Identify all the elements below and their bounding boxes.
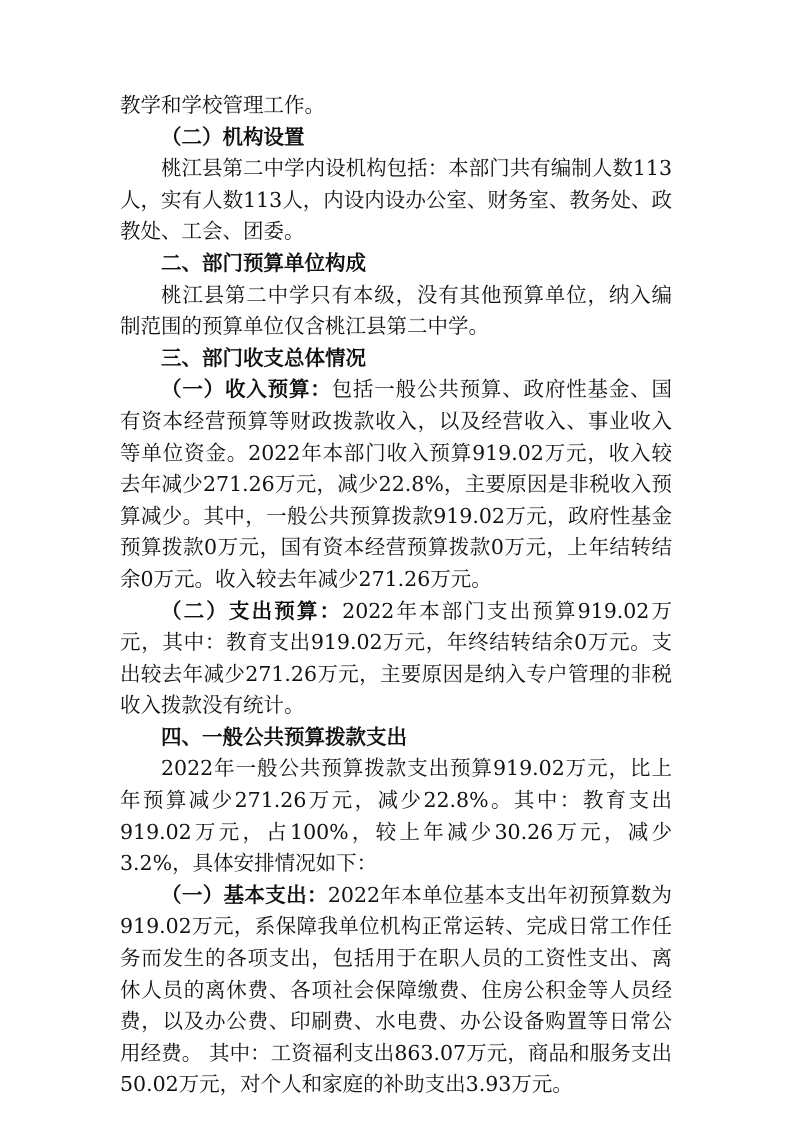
paragraph-revenue-budget (120, 374, 672, 595)
paragraph-intro-tail: 教学和学校管理工作。 (120, 93, 325, 117)
basic-expenditure-text: 2022年本单位基本支出年初预算数为919.02万元，系保障我单位机构正常运转、完成日常工作任务而发生的各项支出，包括用于在职人员的工资性支出、离休人员的离休费、各项社会保障缴费、住房公积金等人员经费，以及办公费、印刷费、水电费、办公设备购置等日常公用经费。 其中：工资福利支出863.07万元，商品和服务支出50.02万元，对个人和家庭的补助支出3.93万元。 (120, 882, 673, 1097)
revenue-budget-label: （一）收入预算： (161, 377, 332, 402)
heading-org-setup: （二）机构设置 (161, 124, 305, 149)
heading-budget-units: 二、部门预算单位构成 (161, 250, 366, 275)
heading-general-public-budget: 四、一般公共预算拨款支出 (161, 724, 407, 749)
document-body (120, 90, 672, 1101)
revenue-budget-text: 包括一般公共预算、政府性基金、国有资本经营预算等财政拨款收入，以及经营收入、事业收入等单位资金。2022年本部门收入预算919.02万元，收入较去年减少271.26万元，减少22.8%，主要原因是非税收入预算减少。其中，一般公共预算拨款919.02万元，政府性基金预算拨款0万元，国有资本经营预算拨款0万元，上年结转结余0万元。收入较去年减少271.26万元。 (120, 377, 672, 591)
paragraph-general-public-budget: 2022年一般公共预算拨款支出预算919.02万元，比上年预算减少271.26万元，减少22.8%。其中：教育支出919.02万元，占100%，较上年减少30.26万元，减少3.2%，具体安排情况如下： (120, 756, 672, 876)
expenditure-budget-text: 2022年本部门支出预算919.02万元，其中：教育支出919.02万元，年终结转结余0万元。支出较去年减少271.26万元，主要原因是纳入专户管理的非税收入拨款没有统计。 (120, 598, 672, 718)
expenditure-budget-label: （二）支出预算： (161, 598, 343, 623)
paragraph-expenditure-budget (120, 596, 672, 722)
basic-expenditure-label: （一）基本支出： (161, 882, 328, 907)
paragraph-org-setup: 桃江县第二中学内设机构包括：本部门共有编制人数113人，实有人数113人，内设内设办公室、财务室、教务处、政教处、工会、团委。 (120, 156, 672, 244)
paragraph-budget-units: 桃江县第二中学只有本级，没有其他预算单位，纳入编制范围的预算单位仅含桃江县第二中学。 (120, 282, 672, 339)
paragraph-basic-expenditure (120, 880, 672, 1101)
heading-overall-revenue-expenditure: 三、部门收支总体情况 (161, 345, 366, 370)
